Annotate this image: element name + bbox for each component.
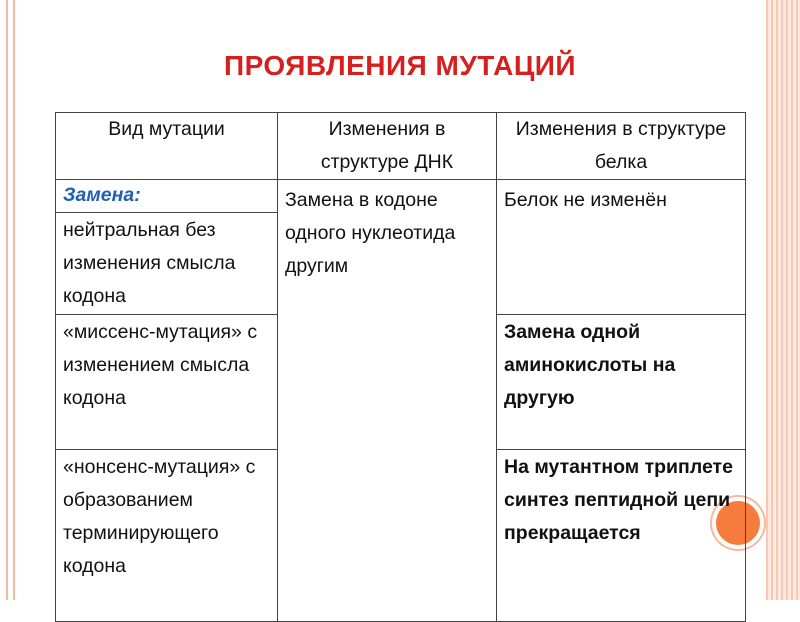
slide-border-right [766, 0, 800, 600]
table-header-row [56, 113, 746, 180]
header-dna-change: Изменения в структуре ДНК [278, 113, 497, 180]
mutation-type-nonsense: «нонсенс-мутация» с образованием терминирующего кодона [56, 450, 278, 622]
page-title: ПРОЯВЛЕНИЯ МУТАЦИЙ [223, 50, 577, 81]
header-protein-change: Изменения в структуре белка [497, 113, 746, 180]
mutations-table [55, 112, 746, 622]
protein-change-nonsense: На мутантном триплете синтез пептидной цепи прекращается [497, 450, 746, 622]
slide-border-left [6, 0, 15, 600]
protein-change-neutral: Белок не изменён [497, 180, 746, 315]
protein-change-missense: Замена одной аминокислоты на другую [497, 315, 746, 450]
table-row-group [56, 180, 746, 213]
group-label: Замена: [56, 180, 278, 213]
header-mutation-type: Вид мутации [56, 113, 278, 180]
mutation-type-missense: «миссенс-мутация» с изменением смысла кодона [56, 315, 278, 450]
mutation-type-neutral: нейтральная без изменения смысла кодона [56, 213, 278, 315]
dna-change-cell: Замена в кодоне одного нуклеотида другим [278, 180, 497, 622]
